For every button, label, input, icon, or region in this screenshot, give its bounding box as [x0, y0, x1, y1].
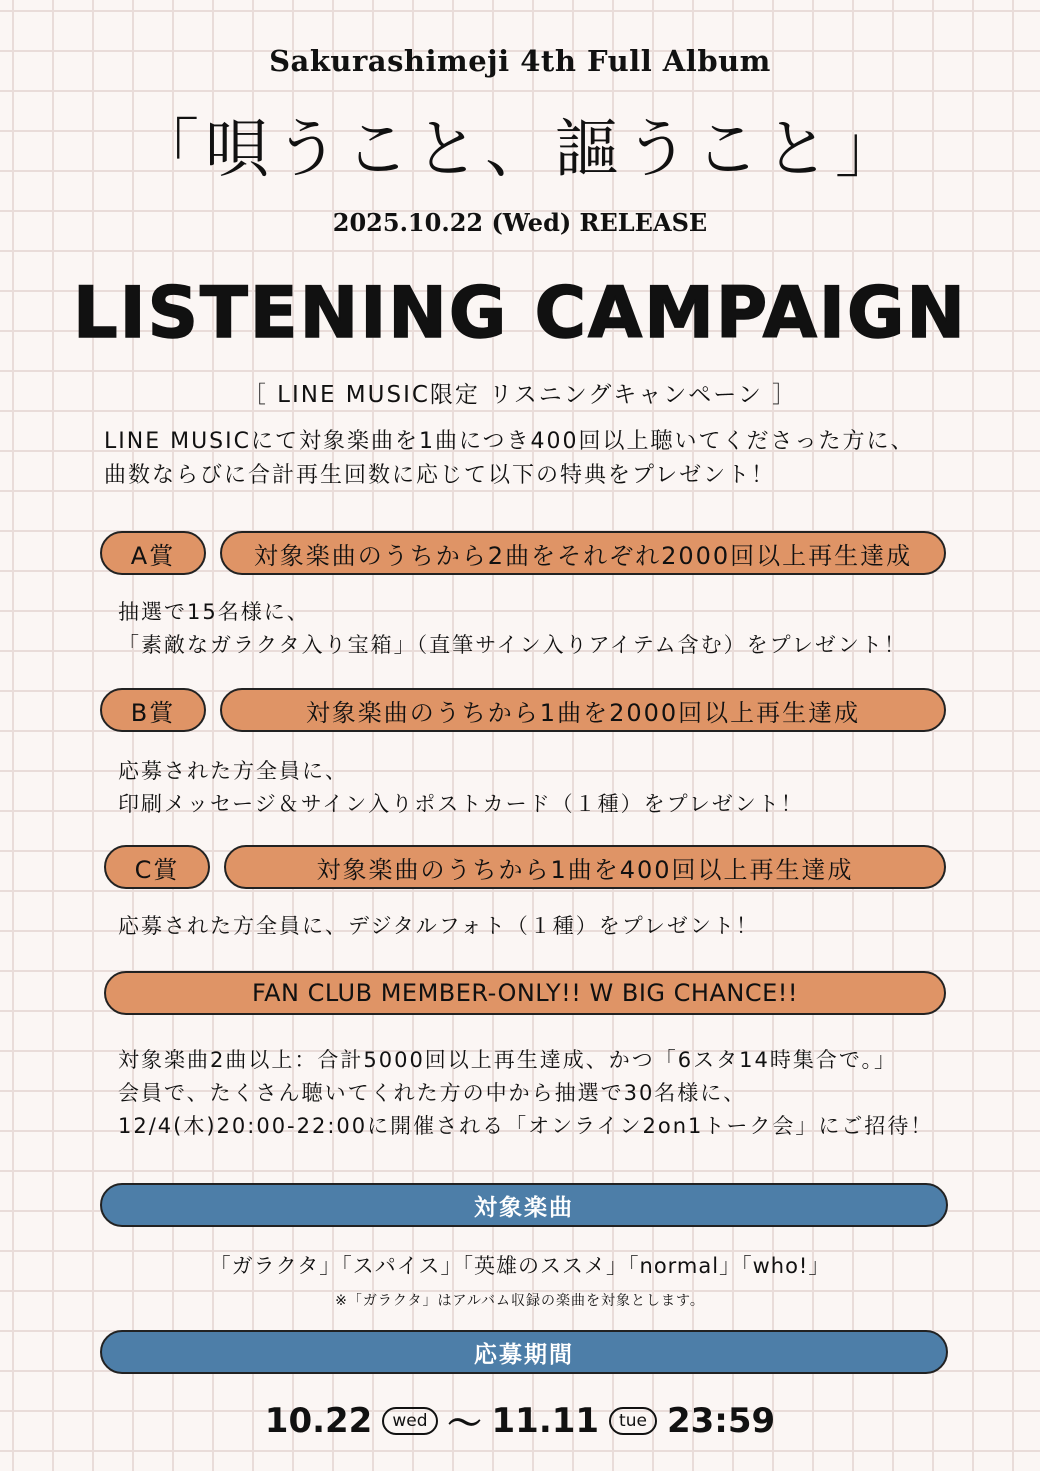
period-start-day-badge: wed — [382, 1407, 437, 1435]
prize-b-condition: 対象楽曲のうちから1曲を2000回以上再生達成 — [220, 688, 946, 732]
prize-b-desc-line-2: 印刷メッセージ＆サイン入りポストカード（１種）をプレゼント！ — [118, 792, 804, 816]
period-end-day-badge: tue — [609, 1407, 657, 1435]
fanclub-line-2: 会員で、たくさん聴いてくれた方の中から抽選で30名様に、 — [118, 1081, 747, 1105]
target-songs-note: ※「ガラクタ」はアルバム収録の楽曲を対象とします。 — [335, 1293, 705, 1309]
album-title: 「唄うこと、謳うこと」 — [135, 113, 905, 187]
period-end-date: 11.11 — [491, 1400, 600, 1441]
campaign-subtitle: ［ LINE MUSIC限定 リスニングキャンペーン ］ — [242, 382, 798, 408]
prize-a-label: A賞 — [100, 531, 206, 575]
prize-c-description — [118, 910, 759, 943]
prize-b-label: B賞 — [100, 688, 206, 732]
target-songs-header: 対象楽曲 — [100, 1183, 948, 1227]
fanclub-title: FAN CLUB MEMBER-ONLY!! W BIG CHANCE!! — [104, 971, 946, 1015]
fanclub-line-3: 12/4(木)20:00-22:00に開催される「オンライン2on1トーク会」にご招待！ — [118, 1114, 934, 1138]
prize-a-description — [118, 596, 907, 662]
headline: LISTENING CAMPAIGN — [72, 272, 967, 354]
intro-line-1: LINE MUSICにて対象楽曲を1曲につき400回以上聴いてくださった方に、 — [104, 429, 915, 454]
prize-a-desc-line-1: 抽選で15名様に、 — [118, 600, 310, 624]
prize-b-desc-line-1: 応募された方全員に、 — [118, 759, 348, 783]
period-end-time: 23:59 — [666, 1400, 776, 1441]
prize-c-label: C賞 — [104, 845, 210, 889]
prize-a-desc-line-2: 「素敵なガラクタ入り宝箱」（直筆サイン入りアイテム含む）をプレゼント！ — [118, 633, 907, 657]
prize-c-condition: 対象楽曲のうちから1曲を400回以上再生達成 — [224, 845, 946, 889]
prize-a-condition: 対象楽曲のうちから2曲をそれぞれ2000回以上再生達成 — [220, 531, 946, 575]
application-period-header: 応募期間 — [100, 1330, 948, 1374]
fanclub-line-1: 対象楽曲2曲以上：合計5000回以上再生達成、かつ「6スタ14時集合で。」 — [118, 1048, 897, 1072]
period-start-date: 10.22 — [264, 1400, 373, 1441]
fanclub-description — [118, 1044, 933, 1143]
intro-text — [104, 425, 915, 493]
application-period — [0, 1396, 1040, 1445]
album-line: Sakurashimeji 4th Full Album — [269, 44, 771, 78]
prize-c-desc-line-1: 応募された方全員に、デジタルフォト（１種）をプレゼント！ — [118, 914, 759, 938]
prize-b-description — [118, 755, 804, 821]
period-tilde: 〜 — [447, 1404, 482, 1444]
release-date: 2025.10.22 (Wed) RELEASE — [332, 208, 708, 237]
intro-line-2: 曲数ならびに合計再生回数に応じて以下の特典をプレゼント！ — [104, 463, 776, 488]
target-songs-list: 「ガラクタ」「スパイス」「英雄のススメ」「normal」「who!」 — [209, 1254, 831, 1278]
